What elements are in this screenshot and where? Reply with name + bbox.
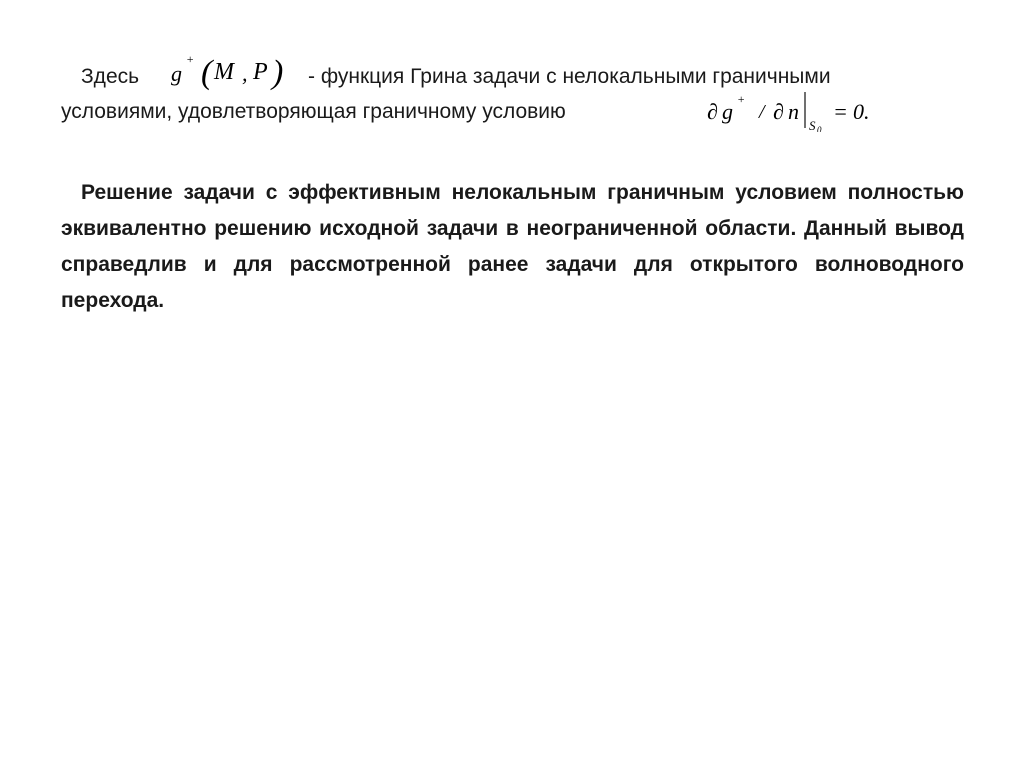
formula-sub-0: 0 bbox=[817, 125, 822, 132]
paragraph-line-1 bbox=[61, 48, 964, 91]
formula-n: n bbox=[788, 99, 799, 124]
formula-comma: , bbox=[242, 61, 248, 86]
formula-partial-2: ∂ bbox=[773, 99, 784, 124]
formula-partial-1: ∂ bbox=[707, 99, 718, 124]
paragraph-solution-text: Решение задачи с эффективным нелокальным граничным условием полностью эквивалентно решению исходной задачи в неограниченной области. Данный вывод справедлив и для рассмотренной ранее задачи для открытого волноводного перехода. bbox=[61, 181, 964, 312]
formula-zero: 0. bbox=[853, 99, 870, 124]
formula-rparen: ) bbox=[272, 54, 284, 91]
formula-M: M bbox=[214, 59, 234, 85]
paragraph-solution bbox=[61, 175, 964, 319]
word-here: Здесь bbox=[81, 65, 140, 88]
formula-slash: / bbox=[759, 101, 765, 123]
line2-text: условиями, удовлетворяющая граничному условию bbox=[61, 100, 566, 123]
formula-boundary-condition bbox=[705, 86, 905, 132]
formula-bc-g-sup: + bbox=[737, 92, 746, 106]
formula-lparen: ( bbox=[201, 54, 213, 91]
formula-bc-g: g bbox=[722, 99, 733, 124]
formula-sub-S: S bbox=[809, 118, 816, 132]
paragraph-green-function bbox=[61, 48, 964, 130]
formula-equals: = bbox=[833, 99, 848, 124]
formula-g-sup: + bbox=[186, 52, 195, 66]
formula-g: g bbox=[171, 61, 182, 86]
paragraph-line-2 bbox=[61, 94, 964, 130]
line1-tail-text: - функция Грина задачи с нелокальными граничными bbox=[308, 65, 831, 88]
formula-P: P bbox=[253, 59, 268, 85]
